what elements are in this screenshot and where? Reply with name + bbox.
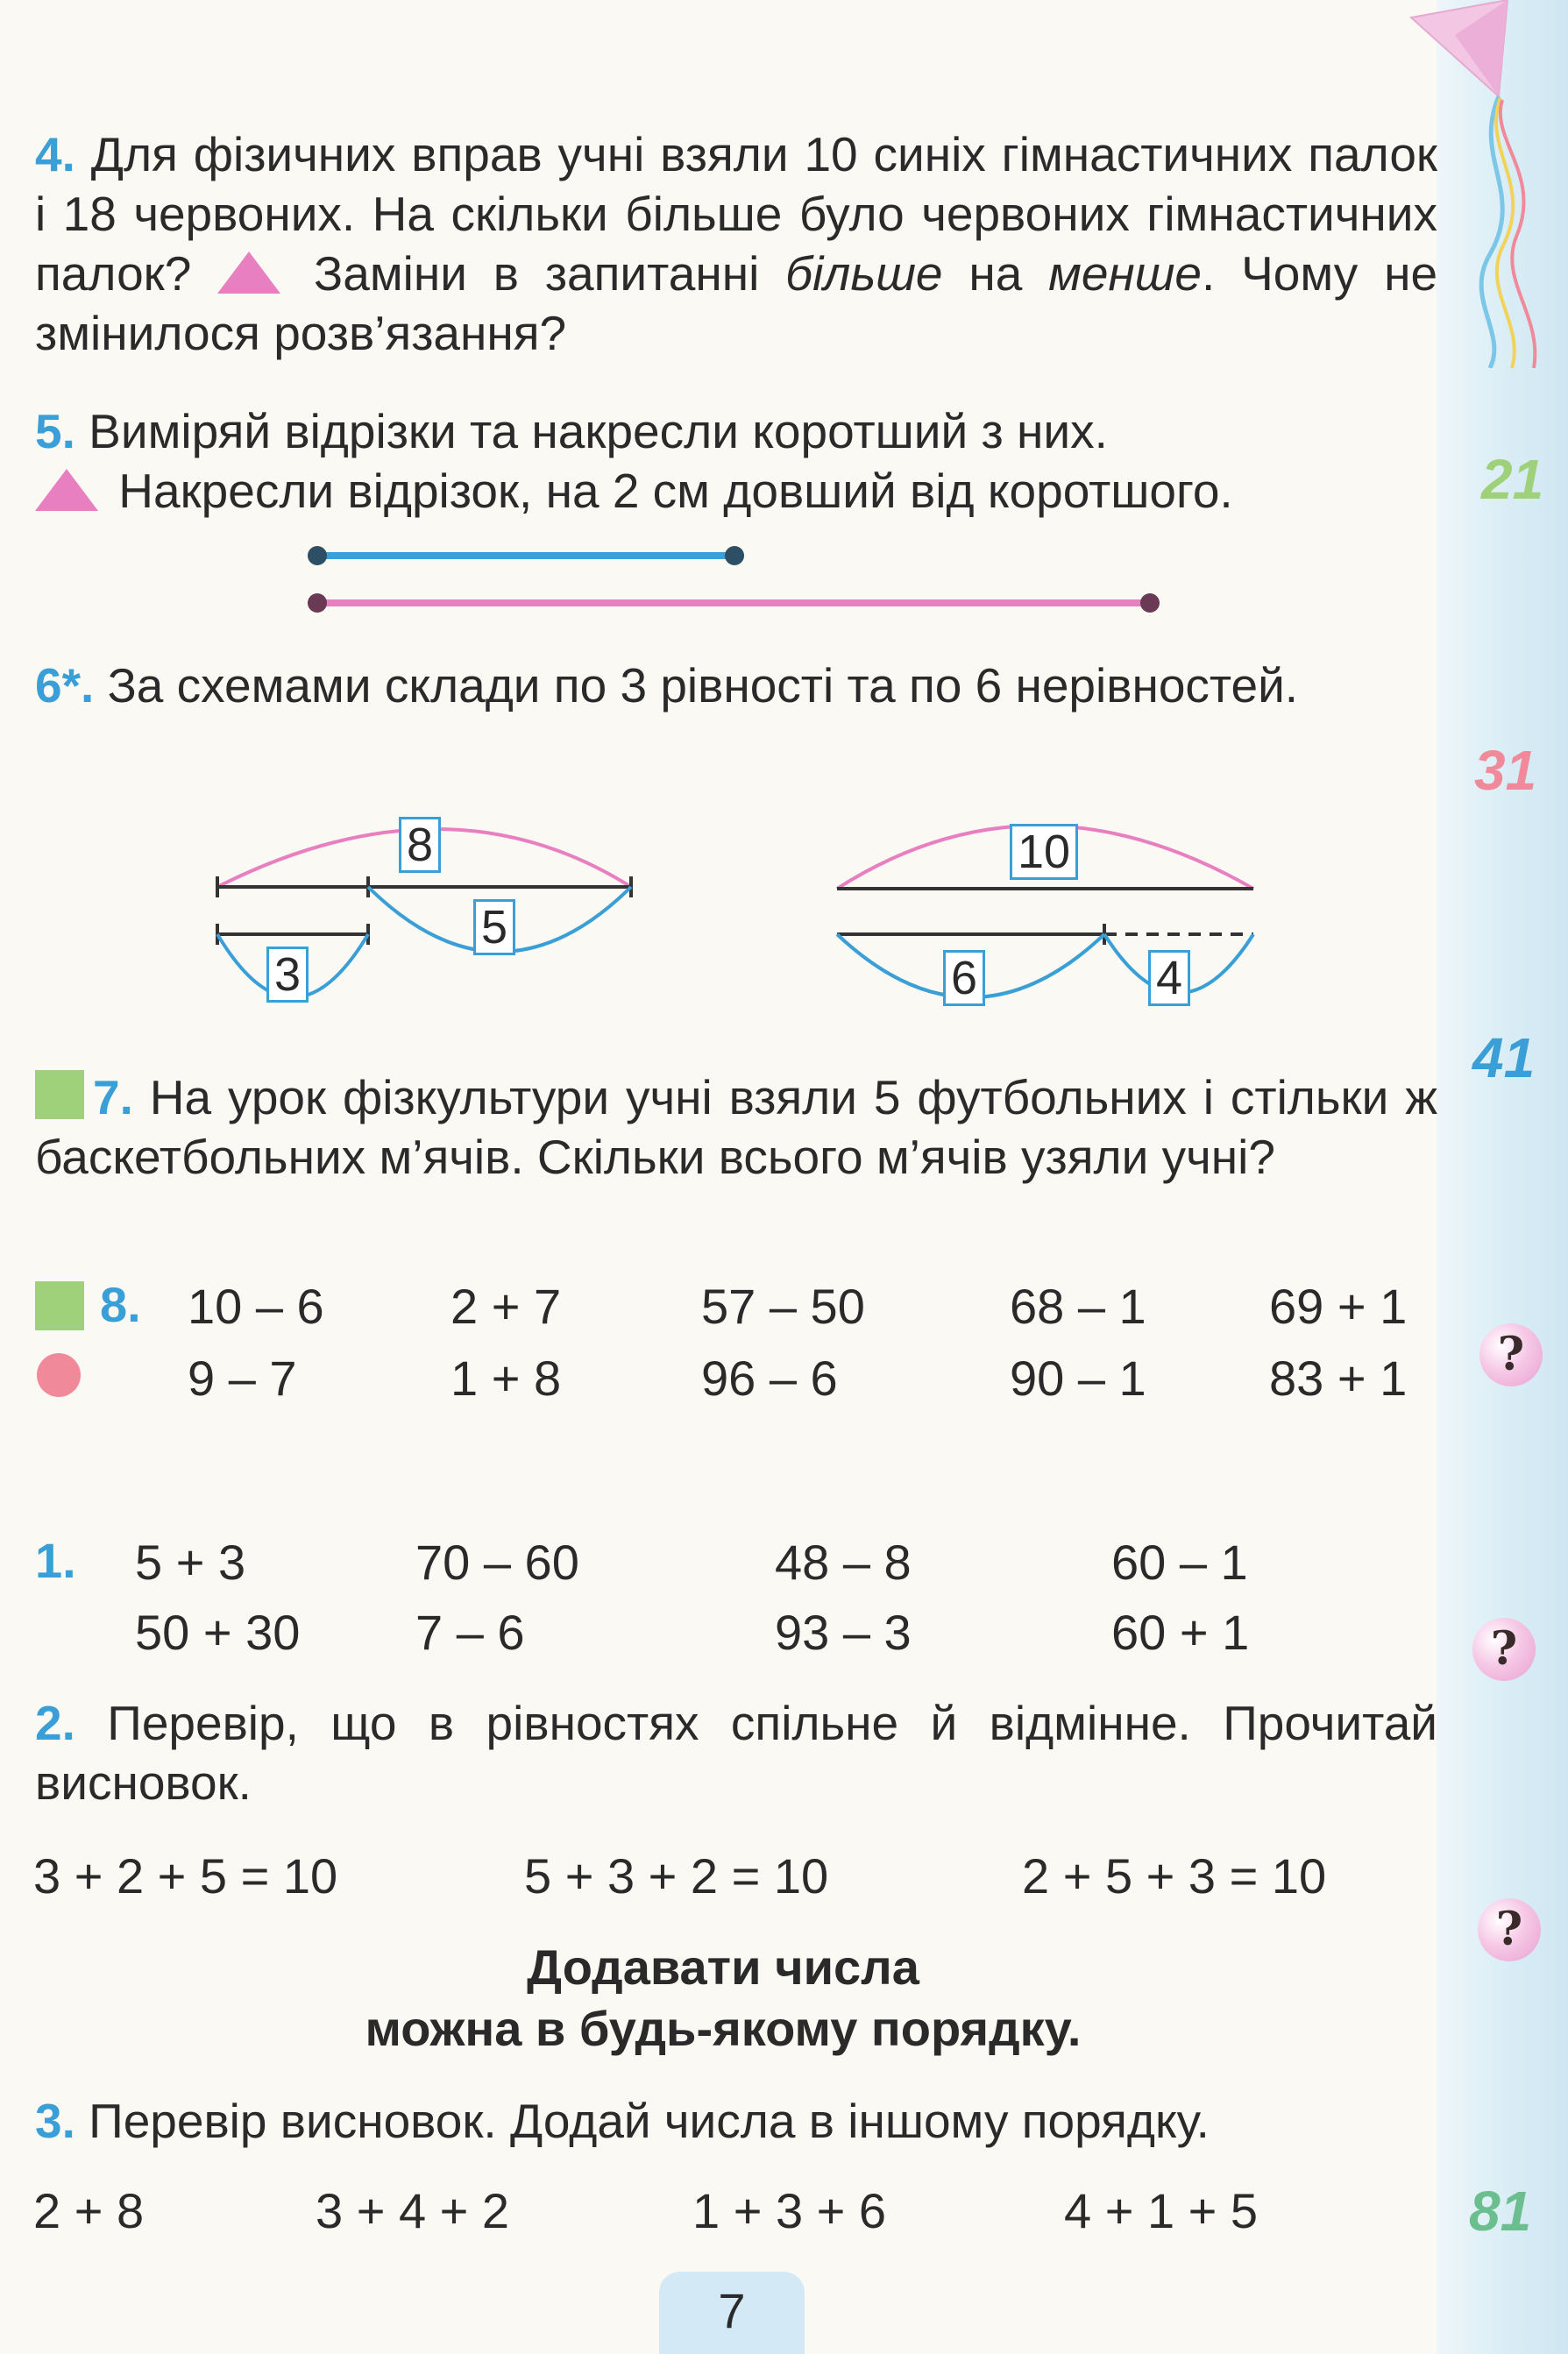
- task-5-segments: [298, 535, 1174, 622]
- task-5: [35, 401, 1437, 521]
- equation: 3 + 2 + 5 = 10: [33, 1848, 338, 1904]
- task-7: [35, 1067, 1437, 1187]
- ex-1-number: 1.: [35, 1533, 76, 1588]
- side-number-21: 21: [1481, 448, 1544, 511]
- rule-box: [0, 1937, 1446, 2068]
- task-5-extra: Накресли відрізок, на 2 см довший від коротшого.: [118, 464, 1233, 518]
- expr: 60 – 1: [1111, 1535, 1248, 1590]
- ex-2: [35, 1693, 1437, 1812]
- page-number: 7: [659, 2272, 805, 2354]
- green-square-icon: [35, 1070, 84, 1119]
- ex-2-text: Перевір, що в рівностях спільне й відмінне. Прочитай висновок.: [35, 1696, 1437, 1810]
- expr: 68 – 1: [1010, 1279, 1146, 1334]
- ex-2-number: 2.: [35, 1696, 75, 1750]
- expr: 9 – 7: [188, 1351, 297, 1406]
- task-4-mid: на: [968, 246, 1023, 301]
- expr: 83 + 1: [1269, 1351, 1408, 1406]
- triangle-icon: [217, 252, 280, 294]
- task-5-text: Виміряй відрізки та накресли коротший з них.: [89, 404, 1108, 458]
- task-4-word-less: менше: [1048, 246, 1202, 301]
- expr: 5 + 3: [135, 1535, 246, 1590]
- expr: 7 – 6: [415, 1605, 525, 1660]
- scheme-2-left: 6: [943, 950, 985, 1006]
- expr: 57 – 50: [701, 1279, 865, 1334]
- task-6-text: За схемами склади по 3 рівності та по 6 нерівностей.: [107, 658, 1299, 713]
- task-7-number: 7.: [93, 1070, 133, 1124]
- triangle-icon: [35, 469, 98, 511]
- expr: 69 + 1: [1269, 1279, 1408, 1334]
- task-6-number: 6*.: [35, 658, 95, 713]
- side-number-81: 81: [1469, 2180, 1532, 2243]
- task-6: [35, 656, 1437, 715]
- expr: 50 + 30: [135, 1605, 301, 1660]
- question-icon: ?: [1472, 1618, 1536, 1681]
- scheme-1-total: 8: [399, 817, 441, 873]
- expr: 2 + 8: [33, 2183, 145, 2238]
- side-number-41: 41: [1472, 1026, 1536, 1089]
- scheme-1-right: 5: [473, 899, 515, 955]
- task-8-number: 8.: [100, 1277, 141, 1332]
- task-5-number: 5.: [35, 404, 75, 458]
- expr: 90 – 1: [1010, 1351, 1146, 1406]
- ex-3: [35, 2091, 1437, 2151]
- side-number-31: 31: [1474, 739, 1537, 802]
- rule-line-1: Додавати числа: [527, 1939, 919, 1995]
- expr: 93 – 3: [775, 1605, 912, 1660]
- task-4: [35, 124, 1437, 363]
- expr: 60 + 1: [1111, 1605, 1250, 1660]
- expr: 2 + 7: [451, 1279, 562, 1334]
- task-4-text: Для фізичних вправ учні взяли 10 синіх гімнастичних палок і 18 червоних. На скільки більше було червоних гімнастичних палок?: [35, 127, 1437, 301]
- rule-line-2: можна в будь-якому порядку.: [365, 2001, 1082, 2056]
- task-7-text: На урок фізкультури учні взяли 5 футбольних і стільки ж баскетбольних м’ячів. Скільки всього м’ячів узяли учні?: [35, 1070, 1438, 1184]
- equation: 5 + 3 + 2 = 10: [524, 1848, 829, 1904]
- scheme-1-left: 3: [266, 947, 309, 1003]
- question-icon: ?: [1478, 1898, 1541, 1961]
- equation: 2 + 5 + 3 = 10: [1022, 1848, 1327, 1904]
- green-square-icon: [35, 1281, 84, 1330]
- scheme-2-total: 10: [1010, 824, 1078, 880]
- task-4-question: . Чому не змінилося розв’язання?: [35, 246, 1438, 360]
- expr: 4 + 1 + 5: [1064, 2183, 1259, 2238]
- expr: 1 + 8: [451, 1351, 562, 1406]
- question-icon: ?: [1479, 1323, 1543, 1386]
- expr: 96 – 6: [701, 1351, 838, 1406]
- expr: 48 – 8: [775, 1535, 912, 1590]
- expr: 10 – 6: [188, 1279, 324, 1334]
- scheme-2-right: 4: [1148, 950, 1190, 1006]
- expr: 3 + 4 + 2: [316, 2183, 510, 2238]
- task-4-number: 4.: [35, 127, 75, 181]
- expr: 70 – 60: [415, 1535, 579, 1590]
- red-circle-icon: [37, 1353, 81, 1397]
- ex-3-number: 3.: [35, 2094, 75, 2148]
- ex-3-text: Перевір висновок. Додай числа в іншому порядку.: [89, 2094, 1210, 2148]
- expr: 1 + 3 + 6: [692, 2183, 887, 2238]
- task-4-extra: Заміни в запитанні: [314, 246, 760, 301]
- task-4-word-more: більше: [785, 246, 943, 301]
